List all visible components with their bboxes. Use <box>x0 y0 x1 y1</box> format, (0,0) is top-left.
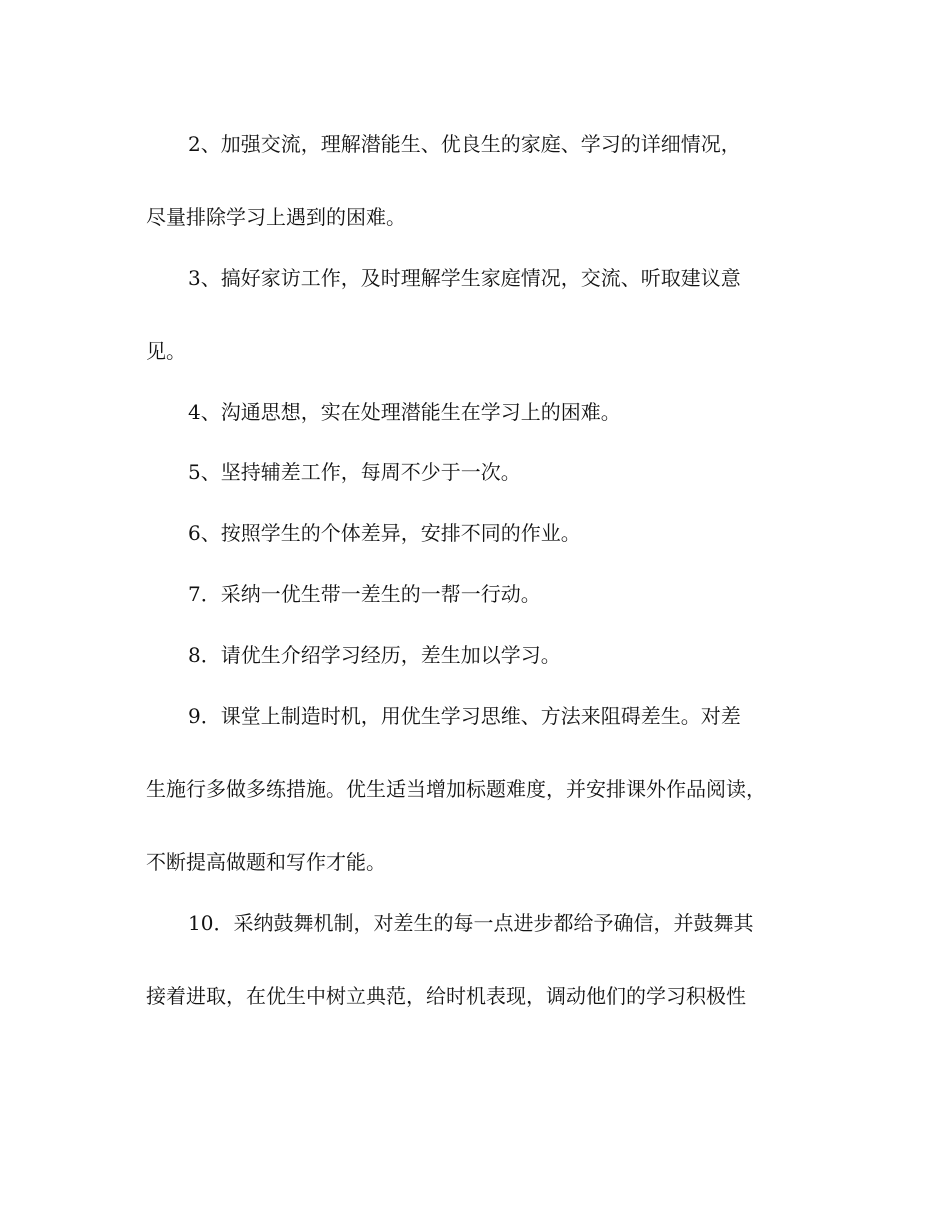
text-line: 6、按照学生的个体差异，安排不同的作业。 <box>188 521 581 545</box>
text-line: 4、沟通思想，实在处理潜能生在学习上的困难。 <box>188 400 621 424</box>
text-line: 接着进取，在优生中树立典范，给时机表现，调动他们的学习积极性 <box>146 984 746 1008</box>
text-line: 见。 <box>146 339 186 363</box>
text-line: 7．采纳一优生带一差生的一帮一行动。 <box>188 582 541 606</box>
text-line: 2、加强交流，理解潜能生、优良生的家庭、学习的详细情况， <box>188 132 741 156</box>
text-line: 10．采纳鼓舞机制，对差生的每一点进步都给予确信，并鼓舞其 <box>188 911 754 935</box>
text-line: 3、搞好家访工作，及时理解学生家庭情况，交流、听取建议意 <box>188 266 741 290</box>
text-line: 9．课堂上制造时机，用优生学习思维、方法来阻碍差生。对差 <box>188 704 741 728</box>
text-line: 5、坚持辅差工作，每周不少于一次。 <box>188 460 521 484</box>
text-line: 不断提高做题和写作才能。 <box>146 850 386 874</box>
text-line: 8．请优生介绍学习经历，差生加以学习。 <box>188 643 561 667</box>
text-line: 尽量排除学习上遇到的困难。 <box>146 205 406 229</box>
text-line: 生施行多做多练措施。优生适当增加标题难度，并安排课外作品阅读， <box>146 777 766 801</box>
